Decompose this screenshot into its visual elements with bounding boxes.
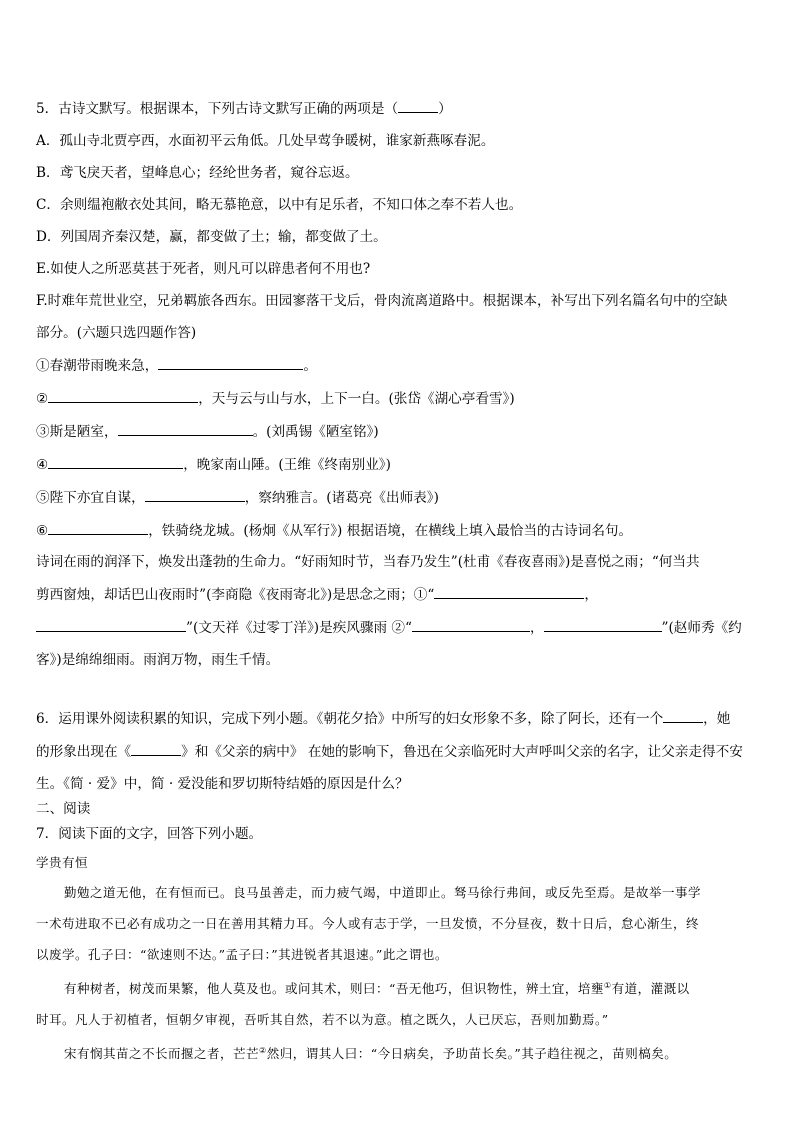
q5-stem: 5．古诗文默写。根据课本，下列古诗文默写正确的两项是（ ）: [36, 98, 758, 119]
answer-blank[interactable]: [434, 584, 584, 599]
q5-option-e: E.如使人之所恶莫甚于死者，则凡可以辟患者何不用也?: [36, 261, 371, 277]
passage-p2-line2: 时耳。凡人于初植者，恒朝夕审视，吾听其自然，若不以为意。植之既久，人已厌忘，吾则加勤焉。”: [36, 1012, 609, 1028]
rain-paragraph-line3: ”(文天祥《过零丁洋》)是疾风骤雨 ②“ ， ”(赵师秀《约: [36, 617, 758, 638]
passage-p1-line1: 勤勉之道无他，在有恒而已。良马虽善走，而力疲气竭，中道即止。驽马徐行弗间，或反先至焉。是故举一事学: [64, 885, 702, 900]
answer-blank[interactable]: [36, 617, 186, 632]
passage-p3-line1: 宋有悯其苗之不长而揠之者，芒芒②然归，谓其人曰：“今日病矣，予助苗长矣。”其子趋往视之，苗则槁矣。: [64, 1046, 678, 1062]
passage-p1-line2: 一术苟进取不已必有成功之一日在善用其精力耳。今人或有志于学，一旦发愤，不分昼夜，数十日后，怠心渐生，终: [36, 916, 700, 931]
fill-item-4: ④ ，晚家南山陲。(王维《终南别业》): [36, 454, 758, 475]
rain-paragraph-line2: 剪西窗烛，却话巴山夜雨时”(李商隐《夜雨寄北》)是思念之雨；①“ ，: [36, 584, 758, 605]
answer-blank[interactable]: [131, 741, 181, 756]
fill-item-1: ①春潮带雨晚来急， 。: [36, 355, 758, 376]
q5-option-f-line1: F.时难年荒世业空，兄弟羁旅各西东。田园寥落干戈后，骨肉流离道路中。根据课本，补写出下列名篇名句中的空缺: [36, 293, 728, 309]
q6-line1: 6．运用课外阅读积累的知识，完成下列小题。《朝花夕拾》中所写的妇女形象不多，除了阿长，还有一个 ，她: [36, 708, 758, 729]
passage-title: 学贵有恒: [36, 855, 89, 870]
fill-item-6: ⑥ ，铁骑绕龙城。(杨炯《从军行》) 根据语境，在横线上填入最恰当的古诗词名句。: [36, 520, 758, 541]
answer-blank[interactable]: [145, 487, 245, 502]
exam-page: [36, 98, 758, 1064]
answer-blank[interactable]: [663, 708, 703, 723]
answer-blank[interactable]: [544, 617, 662, 632]
q6-line3: 生。《简 · 爱》中，简 · 爱没能和罗切斯特结婚的原因是什么？: [36, 776, 409, 792]
answer-blank[interactable]: [118, 421, 253, 436]
answer-blank[interactable]: [412, 617, 530, 632]
q5-option-a: A．孤山寺北贾亭西，水面初平云角低。几处早莺争暖树，谁家新燕啄春泥。: [36, 133, 495, 149]
answer-blank[interactable]: [158, 355, 303, 370]
q5-option-d: D．列国周齐秦汉楚，赢，都变做了土；输，都变做了土。: [36, 229, 387, 245]
fill-item-3: ③斯是陋室， 。(刘禹锡《陋室铭》): [36, 421, 758, 442]
answer-blank[interactable]: [48, 520, 148, 535]
passage-p2-line1: 有种树者，树茂而果繁，他人莫及也。或问其术，则曰：“吾无他巧，但识物性，辨土宜，培壅①有道，灌溉以: [64, 981, 690, 997]
q6-line2: 的形象出现在《 》和《父亲的病中》 在她的影响下，鲁迅在父亲临死时大声呼叫父亲的名字，让父亲走得不安: [36, 741, 758, 762]
answer-blank[interactable]: [48, 454, 183, 469]
q5-option-c: C．余则缊袍敝衣处其间，略无慕艳意，以中有足乐者，不知口体之奉不若人也。: [36, 197, 523, 213]
q7-stem: 7．阅读下面的文字，回答下列小题。: [36, 826, 263, 842]
section-heading: 二、阅读: [36, 801, 91, 817]
q5-option-b: B．鸢飞戾天者，望峰息心；经纶世务者，窥谷忘返。: [36, 165, 359, 181]
rain-paragraph-line1: 诗词在雨的润泽下，焕发出蓬勃的生命力。“好雨知时节，当春乃发生”(杜甫《春夜喜雨》)是喜悦之雨；“何当共: [36, 554, 700, 570]
fill-item-2: ② ，天与云与山与水，上下一白。(张岱《湖心亭看雪》): [36, 388, 758, 409]
answer-blank[interactable]: [398, 98, 438, 113]
passage-p1-line3: 以废学。孔子曰：“欲速则不达。”孟子曰：”其进锐者其退速。”此之谓也。: [36, 947, 448, 962]
fill-item-5: ⑤陛下亦宜自谋， ，察纳雅言。(诸葛亮《出师表》): [36, 487, 758, 508]
q5-option-f-line2: 部分。(六题只选四题作答): [36, 325, 197, 341]
rain-paragraph-line4: 客》)是绵绵细雨。雨润万物，雨生千情。: [36, 652, 280, 668]
answer-blank[interactable]: [48, 388, 198, 403]
